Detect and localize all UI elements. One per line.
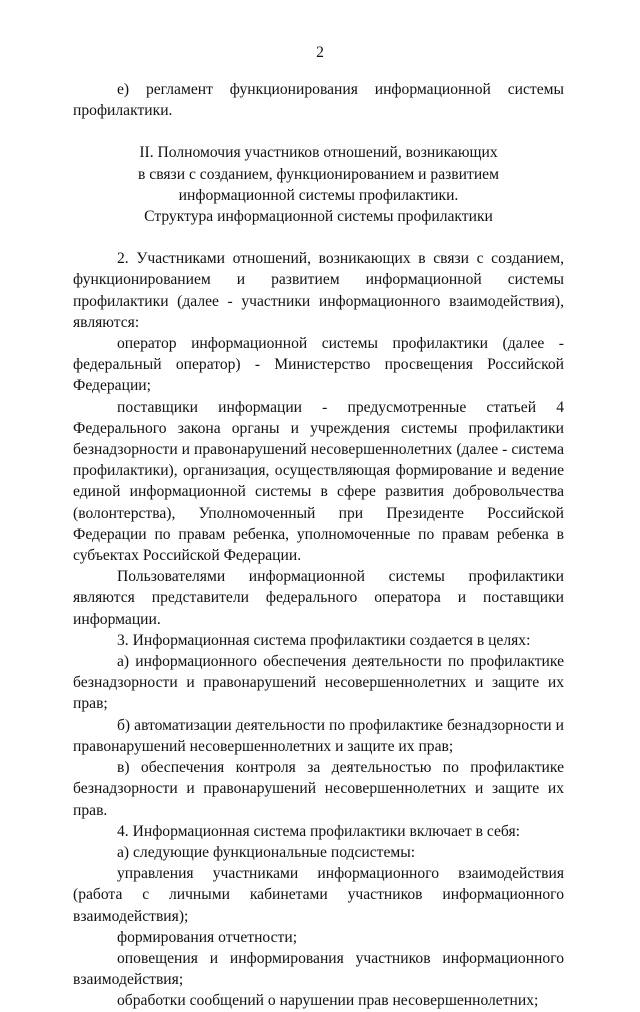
section-heading — [73, 142, 564, 227]
paragraph-4a-4: обработки сообщений о нарушении прав несовершеннолетних; — [117, 992, 539, 1010]
section-heading-line: в связи с созданием, функционированием и развитием — [138, 165, 499, 183]
paragraph-4a-2: формирования отчетности; — [117, 928, 298, 946]
paragraph-3c: в) обеспечения контроля за деятельностью по профилактике безнадзорности и правонарушений несовершеннолетних и защите их прав. — [73, 759, 564, 819]
paragraph-4: 4. Информационная система профилактики включает в себя: — [117, 822, 520, 840]
page-number: 2 — [316, 44, 324, 61]
paragraph-3: 3. Информационная система профилактики создается в целях: — [117, 631, 531, 649]
section-heading-line: II. Полномочия участников отношений, возникающих — [139, 144, 498, 162]
section-heading-line: Структура информационной системы профилактики — [144, 208, 493, 226]
paragraph-operator: оператор информационной системы профилактики (далее - федеральный оператор) - Министерство просвещения Российской Федерации; — [73, 335, 564, 395]
paragraph-3a: а) информационного обеспечения деятельности по профилактике безнадзорности и правонарушений несовершеннолетних и защите их прав; — [73, 653, 564, 713]
paragraph-4a: а) следующие функциональные подсистемы: — [117, 843, 416, 861]
paragraph-users: Пользователями информационной системы профилактики являются представители федерального оператора и поставщики информации. — [73, 568, 564, 628]
paragraph-suppliers: поставщики информации - предусмотренные статьей 4 Федерального закона органы и учреждения системы профилактики безнадзорности и правонарушений несовершеннолетних (далее - система профилактики), организация, осуществляющая формирование и ведение единой информационной системы в сфере развития добровольчества (волонтерства), Уполномоченный при Президенте Российской Федерации по правам ребенка, уполномоченные по правам ребенка в субъектах Российской Федерации. — [73, 398, 564, 565]
section-heading-line: информационной системы профилактики. — [178, 186, 459, 204]
paragraph-2: 2. Участниками отношений, возникающих в связи с созданием, функционированием и развитием информационной системы профилактики (далее - участники информационного взаимодействия), являются: — [73, 250, 564, 331]
paragraph-4a-1: управления участниками информационного взаимодействия (работа с личными кабинетами участников информационного взаимодействия); — [73, 865, 564, 925]
paragraph-4a-3: оповещения и информирования участников информационного взаимодействия; — [73, 949, 564, 989]
paragraph-3b: б) автоматизации деятельности по профилактике безнадзорности и правонарушений несовершеннолетних и защите их прав; — [73, 716, 564, 755]
paragraph-item-e: е) регламент функционирования информационной системы профилактики. — [73, 81, 564, 120]
document-body — [73, 79, 564, 1012]
